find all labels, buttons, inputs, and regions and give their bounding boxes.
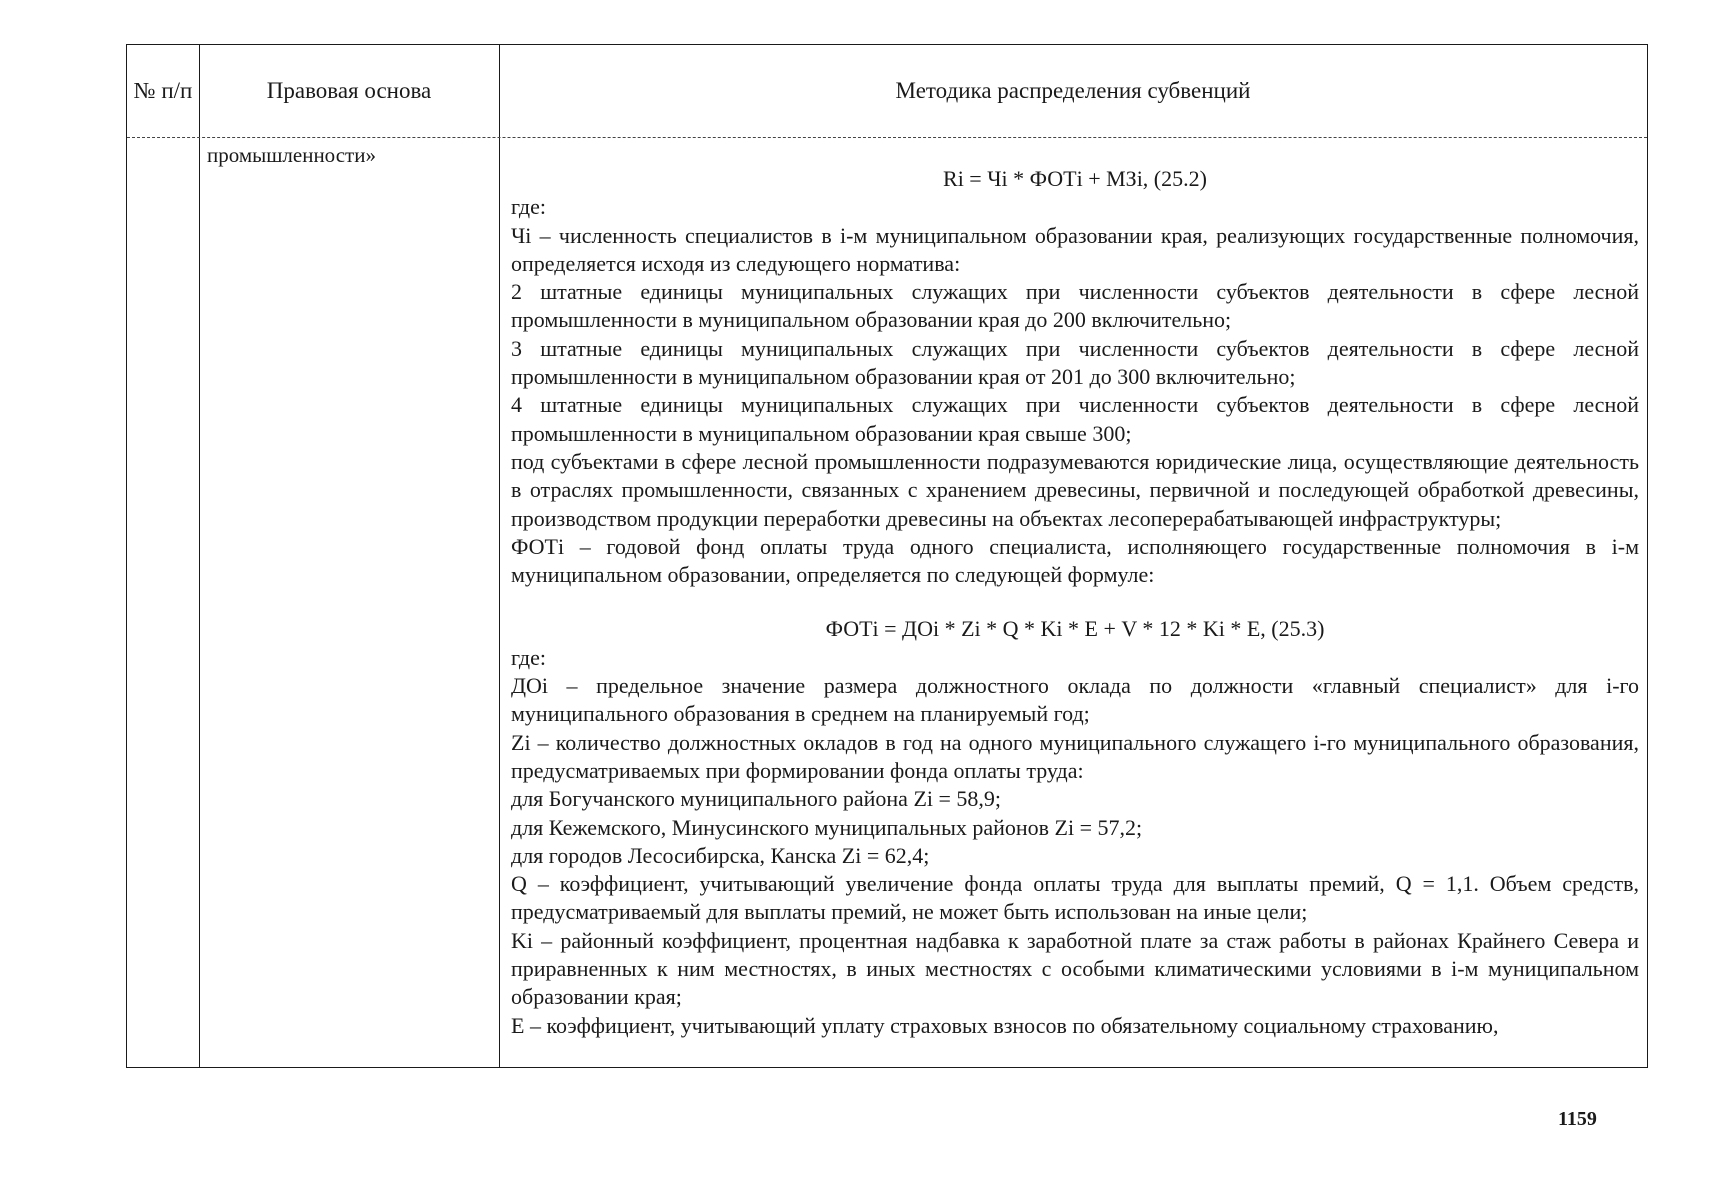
header-legal-basis-label: Правовая основа xyxy=(266,78,432,103)
paragraph: ФОТi – годовой фонд оплаты труда одного специалиста, исполняющего государственные полномочия в i-м муниципальном образовании, определяется по следующей формуле: xyxy=(511,533,1639,588)
header-number-label: № п/п xyxy=(133,78,193,103)
paragraph: Zi – количество должностных окладов в год на одного муниципального служащего i-го муниципального образования, предусматриваемых при формировании фонда оплаты труда: xyxy=(511,729,1639,783)
paragraph: 2 штатные единицы муниципальных служащих при численности субъектов деятельности в сфере лесной промышленности в муниципальном образовании края до 200 включительно; xyxy=(511,279,1639,333)
column-divider xyxy=(499,45,500,1067)
document-table xyxy=(126,44,1648,1068)
formula-25-3: ФОТi = ДОi * Zi * Q * Ki * Е + V * 12 * Ki * Е, (25.3) xyxy=(825,616,1325,642)
paragraph: Е – коэффициент, учитывающий уплату страховых взносов по обязательному социальному страхованию, xyxy=(511,1012,1499,1038)
header-number xyxy=(127,45,199,137)
header-legal-basis xyxy=(199,45,499,137)
paragraph: где: xyxy=(511,644,546,670)
legal-basis-text: промышленности» xyxy=(207,143,376,167)
header-divider xyxy=(127,137,1647,138)
formula-25-2: Ri = Чi * ФОТi + МЗi, (25.2) xyxy=(943,166,1207,191)
paragraph: Чi – численность специалистов в i-м муниципальном образовании края, реализующих государственные полномочия, определяется исходя из следующего норматива: xyxy=(511,222,1639,276)
paragraph: Ki – районный коэффициент, процентная надбавка к заработной плате за стаж работы в районах Крайнего Севера и приравненных к ним местностях, в иных местностях с особыми климатическими условиями в i-м муниципальном образовании края; xyxy=(511,927,1639,1010)
column-divider xyxy=(199,45,200,1067)
paragraph: 4 штатные единицы муниципальных служащих при численности субъектов деятельности в сфере лесной промышленности в муниципальном образовании края свыше 300; xyxy=(511,392,1639,446)
paragraph: где: xyxy=(511,194,546,220)
paragraph: для Богучанского муниципального района Zi = 58,9; xyxy=(511,786,1002,812)
header-methodology xyxy=(499,45,1647,137)
paragraph: ДОi – предельное значение размера должностного оклада по должности «главный специалист» для i-го муниципального образования в среднем на планируемый год; xyxy=(511,673,1639,727)
paragraph: для Кежемского, Минусинского муниципальных районов Zi = 57,2; xyxy=(511,814,1143,840)
paragraph: под субъектами в сфере лесной промышленности подразумеваются юридические лица, осуществляющие деятельность в отраслях промышленности, связанных с хранением древесины, первичной и последующей обработкой древесины, производством продукции переработки древесины на объектах лесоперерабатывающей инфраструктуры; xyxy=(511,448,1639,531)
paragraph: Q – коэффициент, учитывающий увеличение фонда оплаты труда для выплаты премий, Q = 1,1. Объем средств, предусматриваемый для выплаты премий, не может быть использован на иные цели; xyxy=(511,871,1639,925)
paragraph: 3 штатные единицы муниципальных служащих при численности субъектов деятельности в сфере лесной промышленности в муниципальном образовании края от 201 до 300 включительно; xyxy=(511,335,1639,390)
header-methodology-label: Методика распределения субвенций xyxy=(895,78,1251,103)
page-number: 1159 xyxy=(1558,1108,1597,1130)
methodology-text xyxy=(511,143,1639,1040)
paragraph: для городов Лесосибирска, Канска Zi = 62,4; xyxy=(511,842,930,868)
